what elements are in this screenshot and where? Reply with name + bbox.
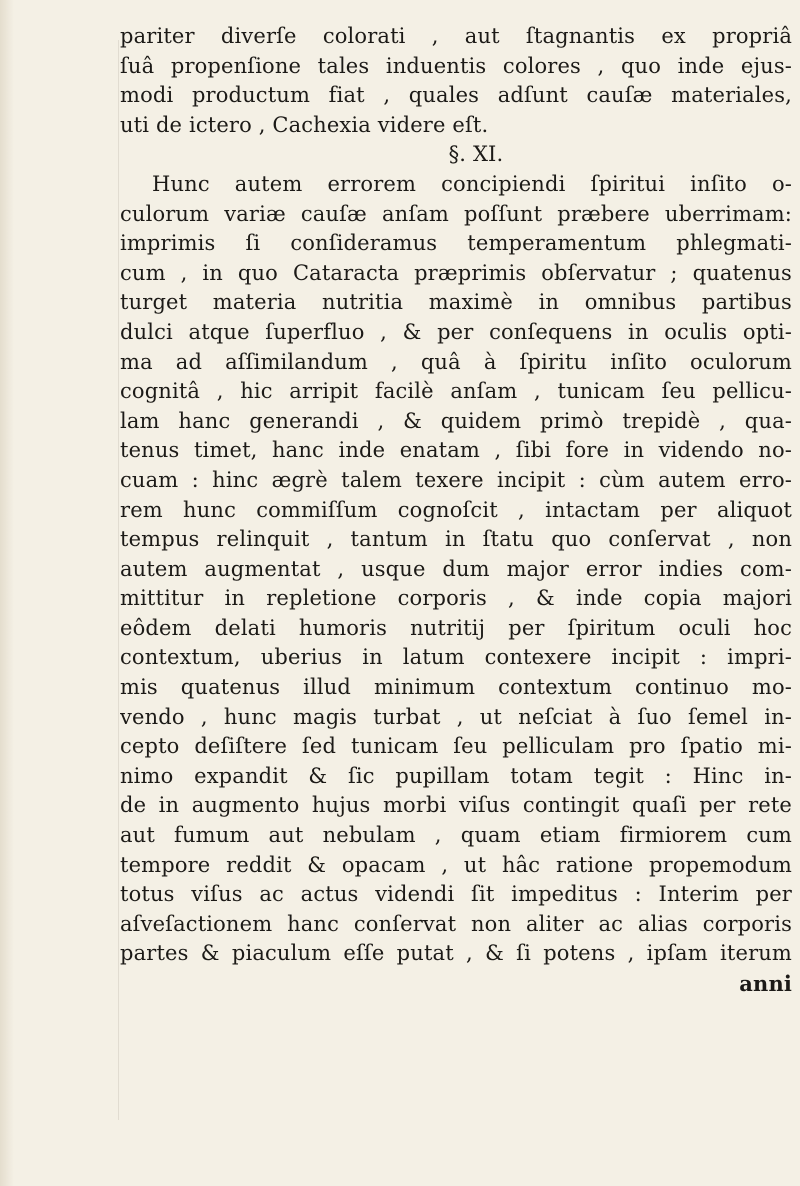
page-fold-shadow	[118, 40, 119, 1120]
text-line: uti de ictero , Cachexia videre eſt.	[120, 112, 489, 137]
text-line: cepto deſiſtere ſed tunicam ſeu pelliculam pro ſpatio mi-	[120, 734, 792, 759]
catchword: anni	[739, 971, 792, 996]
text-line: autem augmentat , usque dum major error indies com-	[120, 556, 792, 581]
text-line: turget materia nutritia maximè in omnibus partibus	[120, 290, 792, 315]
text-line: contextum, uberius in latum contexere incipit : impri-	[120, 645, 792, 670]
text-line: pariter diverſe colorati , aut ſtagnantis ex propriâ	[120, 24, 792, 48]
text-line: Hunc autem errorem concipiendi ſpiritui inſito o-	[152, 171, 792, 196]
text-line: cuam : hinc ægrè talem texere incipit : cùm autem erro-	[120, 467, 792, 492]
text-line: tenus timet, hanc inde enatam , ſibi fore in videndo no-	[120, 438, 792, 463]
text-line: rem hunc commiſſum cognoſcit , intactam per aliquot	[120, 497, 792, 522]
text-line: aſveſactionem hanc conſervat non aliter ac alias corporis	[120, 911, 792, 936]
text-line: ma ad aſſimilandum , quâ à ſpiritu inſito oculorum	[120, 349, 792, 374]
text-line: cum , in quo Cataracta præprimis obſervatur ; quatenus	[120, 260, 792, 285]
text-line: eôdem delati humoris nutritij per ſpiritum oculi hoc	[120, 615, 792, 640]
text-line: nimo expandit & ſic pupillam totam tegit : Hinc in-	[120, 763, 792, 788]
text-line: lam hanc generandi , & quidem primò trepidè , qua-	[120, 408, 792, 433]
section-heading: §. XI.	[448, 142, 504, 167]
text-line: tempore reddit & opacam , ut hâc ratione propemodum	[120, 852, 792, 877]
body-text	[120, 22, 792, 999]
text-line: cognitâ , hic arripit facilè anſam , tunicam ſeu pellicu-	[120, 379, 792, 404]
text-line: culorum variæ cauſæ anſam poſſunt præbere uberrimam:	[120, 201, 792, 226]
text-line: tempus relinquit , tantum in ſtatu quo conſervat , non	[120, 527, 792, 552]
text-line: partes & piaculum eſſe putat , & ſi potens , ipſam iterum	[120, 941, 792, 966]
text-line: dulci atque ſuperfluo , & per conſequens in oculis opti-	[120, 319, 792, 344]
text-line: mis quatenus illud minimum contextum continuo mo-	[120, 675, 792, 700]
text-line: mittitur in repletione corporis , & inde copia majori	[120, 586, 792, 611]
text-line: modi productum fiat , quales adſunt cauſæ materiales,	[120, 83, 792, 108]
text-line: vendo , hunc magis turbat , ut neſciat à ſuo ſemel in-	[120, 704, 792, 729]
text-line: totus viſus ac actus videndi ſit impeditus : Interim per	[120, 882, 792, 907]
text-line: de in augmento hujus morbi viſus contingit quaſi per rete	[120, 793, 792, 818]
text-line: aut fumum aut nebulam , quam etiam firmiorem cum	[120, 823, 792, 848]
text-line: imprimis ſi conſideramus temperamentum phlegmati-	[120, 231, 792, 256]
text-line: ſuâ propenſione tales induentis colores , quo inde ejus-	[120, 53, 792, 78]
